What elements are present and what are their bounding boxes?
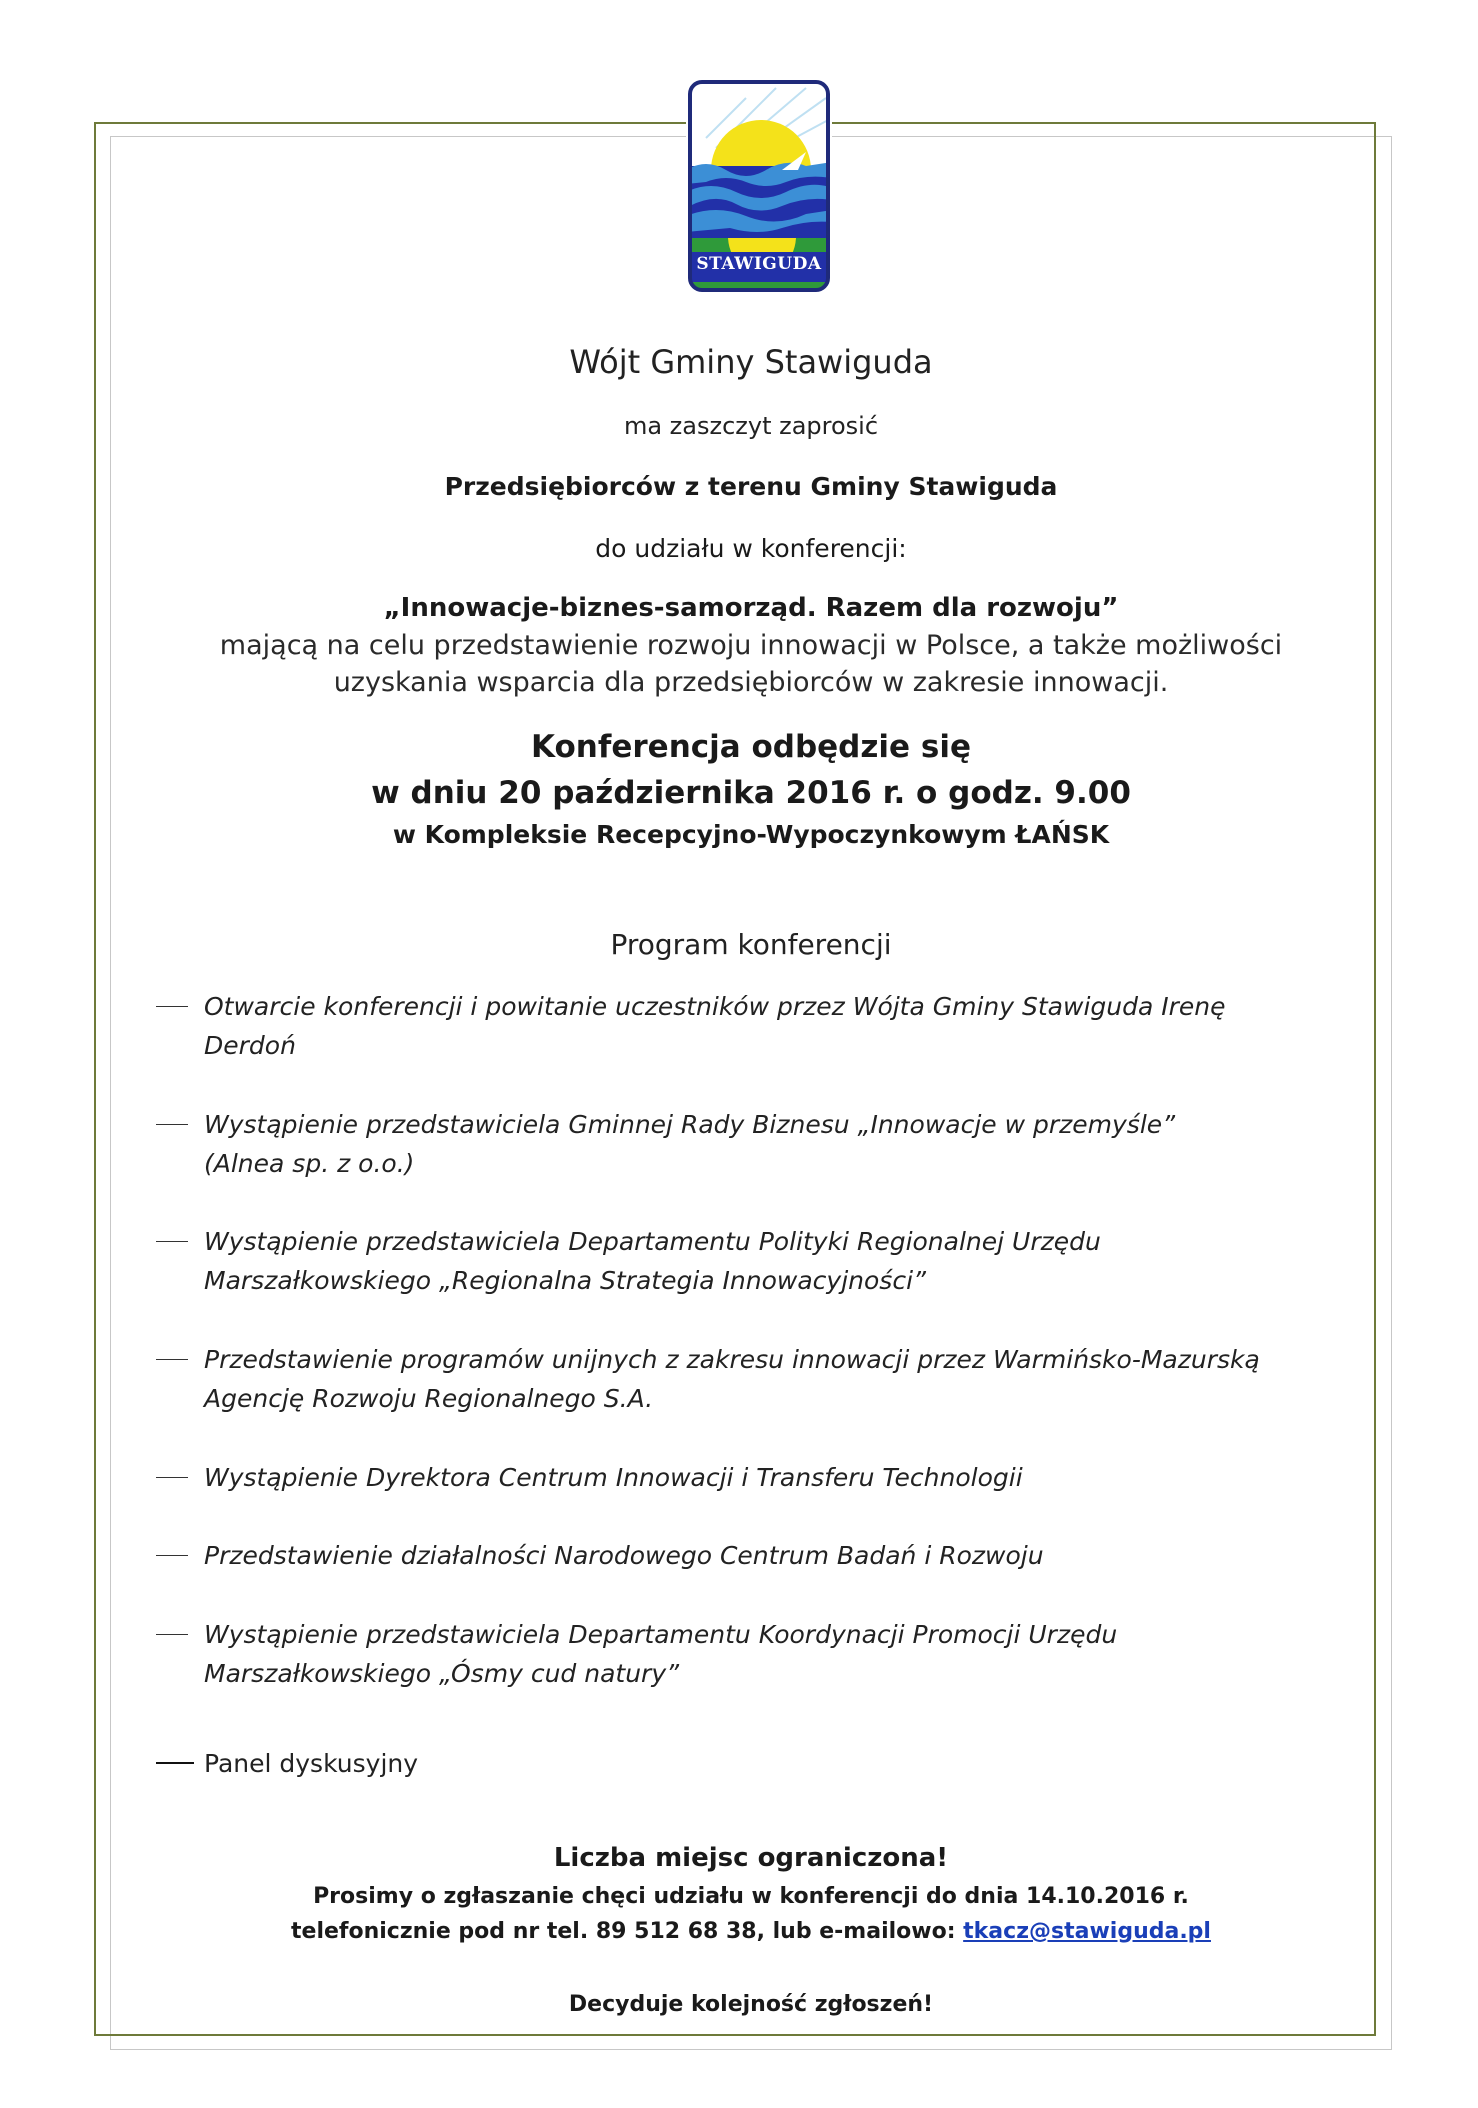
stawiguda-logo	[686, 78, 832, 294]
conference-when-line1: Konferencja odbędzie się	[531, 729, 971, 765]
addressee-text: Przedsiębiorców z terenu Gminy Stawiguda	[444, 472, 1058, 501]
logo-text: STAWIGUDA	[696, 254, 822, 274]
program-heading: Program konferencji	[610, 928, 892, 961]
program-item-line: Marszałkowskiego „Ósmy cud natury”	[204, 1659, 680, 1688]
invite-text: do udziału w konferencji:	[595, 534, 907, 563]
program-item-line: Wystąpienie przedstawiciela Departamentu Koordynacji Promocji Urzędu	[204, 1620, 1118, 1649]
program-item-line: Derdoń	[204, 1031, 296, 1060]
program-item-line: Przedstawienie działalności Narodowego Centrum Badań i Rozwoju	[204, 1541, 1044, 1570]
contact-email-link[interactable]: tkacz@stawiguda.pl	[963, 1919, 1211, 1944]
program-item-line: Przedstawienie programów unijnych z zakresu innowacji przez Warmińsko-Mazurską	[204, 1345, 1260, 1374]
conference-description-line1: mającą na celu przedstawienie rozwoju innowacji w Polsce, a także możliwości	[219, 630, 1283, 661]
conference-date: w dniu 20 października 2016 r. o godz. 9.00	[371, 775, 1131, 811]
program-item-line: Wystąpienie Dyrektora Centrum Innowacji i Transferu Technologii	[204, 1463, 1023, 1492]
dash-bullet	[156, 1124, 188, 1125]
conference-name: „Innowacje-biznes-samorząd. Razem dla rozwoju”	[383, 593, 1119, 623]
dash-bullet	[156, 1241, 188, 1242]
program-item-line: Panel dyskusyjny	[204, 1749, 419, 1778]
dash-bullet	[156, 1555, 188, 1556]
program-item-line: Wystąpienie przedstawiciela Gminnej Rady Biznesu „Innowacje w przemyśle”	[204, 1110, 1176, 1139]
program-item	[156, 1340, 1336, 1418]
program-item	[156, 1536, 1336, 1575]
dash-bullet	[156, 1762, 194, 1764]
contact-phone-text: telefonicznie pod nr tel. 89 512 68 38, lub e-mailowo:	[291, 1919, 964, 1944]
program-item	[156, 987, 1336, 1065]
dash-bullet	[156, 1634, 188, 1635]
honor-text: ma zaszczyt zaprosić	[623, 412, 879, 440]
program-item	[156, 1615, 1336, 1693]
conference-description-line2: uzyskania wsparcia dla przedsiębiorców w zakresie innowacji.	[333, 667, 1169, 698]
order-notice: Decyduje kolejność zgłoszeń!	[568, 1992, 934, 2017]
program-item	[156, 1222, 1336, 1300]
program-item	[156, 1458, 1336, 1497]
dash-bullet	[156, 1359, 188, 1360]
dash-bullet	[156, 1477, 188, 1478]
program-item-line: Agencję Rozwoju Regionalnego S.A.	[204, 1384, 654, 1413]
invitation-title: Wójt Gminy Stawiguda	[569, 343, 933, 381]
program-item	[156, 1744, 1336, 1783]
conference-venue: w Kompleksie Recepcyjno-Wypoczynkowym ŁAŃSK	[392, 820, 1110, 849]
program-item-line: Otwarcie konferencji i powitanie uczestników przez Wójta Gminy Stawiguda Irenę	[204, 992, 1226, 1021]
contact-line	[110, 1919, 1392, 1944]
dash-bullet	[156, 1006, 188, 1007]
registration-request: Prosimy o zgłaszanie chęci udziału w konferencji do dnia 14.10.2016 r.	[313, 1884, 1189, 1909]
seats-limited-notice: Liczba miejsc ograniczona!	[553, 1843, 949, 1873]
program-item-line: (Alnea sp. z o.o.)	[204, 1149, 415, 1178]
program-item	[156, 1105, 1336, 1183]
program-item-line: Marszałkowskiego „Regionalna Strategia Innowacyjności”	[204, 1266, 926, 1295]
program-item-line: Wystąpienie przedstawiciela Departamentu Polityki Regionalnej Urzędu	[204, 1227, 1101, 1256]
